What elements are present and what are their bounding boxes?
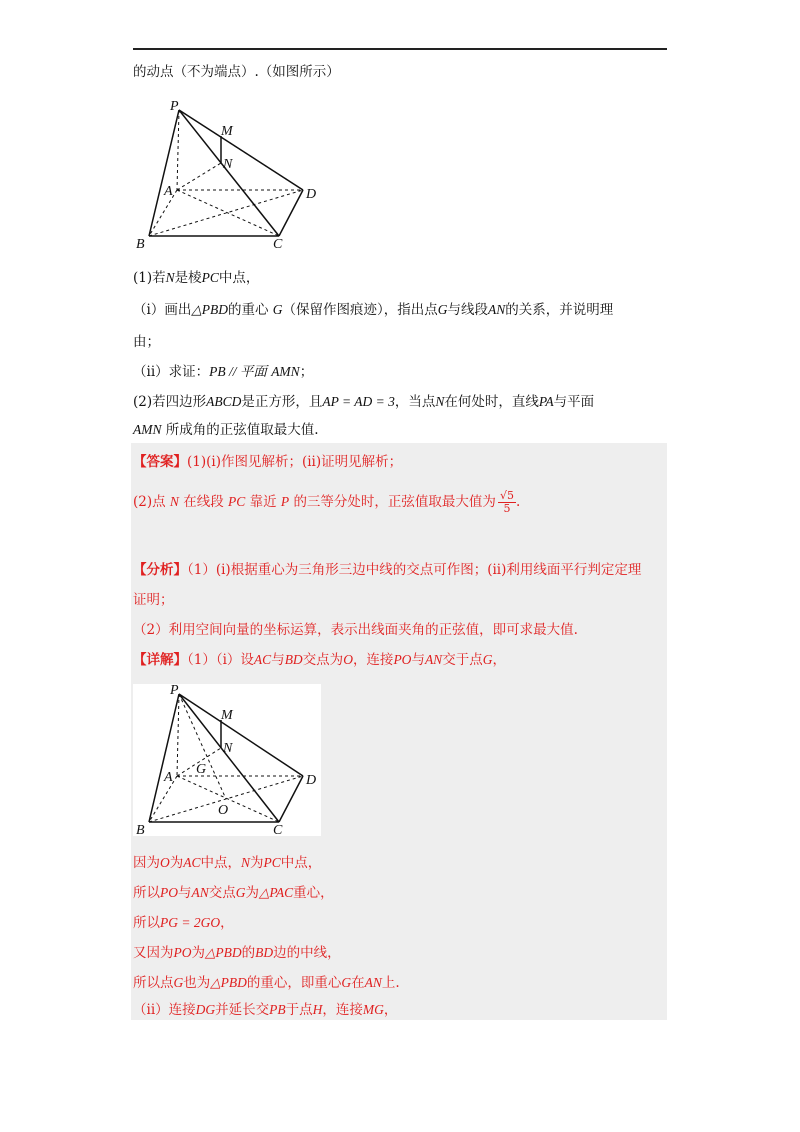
s1-f: N — [241, 855, 251, 870]
q1ii-b: PB // 平面 — [209, 364, 267, 379]
answer2-d: PC — [228, 494, 246, 509]
header-rule — [133, 48, 667, 50]
answer2-den: 5 — [503, 502, 511, 515]
q1ii-c: AMN — [271, 364, 300, 379]
detail-h: PO — [393, 652, 412, 667]
detail-i: 与 — [411, 652, 425, 668]
label-P: P — [170, 684, 179, 698]
q2-b: ABCD — [206, 394, 242, 409]
detail-d: BD — [284, 652, 303, 667]
label-N: N — [223, 157, 233, 172]
q2-d: AP = AD = 3 — [322, 394, 395, 409]
s1-g: 为 — [250, 855, 264, 871]
q1i-c: （保留作图痕迹），指出点 — [282, 302, 438, 318]
q2-end-b: 所成角的正弦值取最大值. — [165, 422, 319, 438]
q1ii-line — [133, 362, 313, 382]
q2-i: 与平面 — [553, 394, 595, 410]
s4-c: 为 — [191, 945, 205, 961]
s5-d: △PBD — [210, 975, 247, 990]
label-C: C — [273, 237, 283, 250]
s5-e: 的重心，即重心 — [246, 975, 342, 991]
analysis2-line: 证明； — [133, 592, 174, 608]
label-B: B — [136, 823, 145, 836]
s2-line — [133, 883, 334, 903]
answer-tag: 【答案】 — [133, 454, 187, 470]
s2-g: 为 — [245, 885, 260, 901]
detail-k: 交于点 — [442, 652, 483, 668]
s2-f: G — [235, 885, 246, 900]
detail-g: ，连接 — [352, 652, 394, 668]
label-A: A — [164, 184, 173, 199]
answer-fraction — [498, 490, 516, 515]
analysis-text: （1）(i)根据重心为三角形三边中线的交点可作图；(ii)利用线面平行判定定理 — [187, 562, 642, 578]
s1-b: O — [160, 855, 170, 870]
q1i-a: （i）画出 — [133, 302, 192, 318]
q2-g: 在何处时，直线 — [444, 394, 539, 410]
q1i-b: 的重心 — [227, 302, 269, 318]
q2-f: N — [435, 394, 445, 409]
s5-c: 也为 — [183, 975, 211, 991]
answer2-e: 靠近 — [249, 494, 277, 510]
q1ii-a: （ii）求证： — [133, 364, 210, 380]
s1-i: 中点， — [280, 855, 322, 871]
answer2-f: P — [280, 494, 290, 509]
s6-e: 于点 — [285, 1002, 313, 1018]
s4-d: △PBD — [205, 945, 242, 960]
q1ii-d: ； — [299, 364, 314, 380]
s3-line — [133, 913, 234, 933]
answer2-b: N — [169, 494, 179, 509]
s1-e: 中点， — [200, 855, 242, 871]
answer2-g: 的三等分处时，正弦值取最大值为 — [293, 494, 496, 510]
q1i-G: G — [272, 302, 283, 317]
answer2-a: (2)点 — [133, 494, 166, 510]
q1i-G2: G — [437, 302, 448, 317]
s4-f: BD — [255, 945, 274, 960]
detail-f: O — [343, 652, 353, 667]
s6-c: 并延长交 — [215, 1002, 270, 1018]
s3-b: PG = 2GO — [160, 915, 221, 930]
s5-h: AN — [364, 975, 382, 990]
label-B: B — [136, 237, 145, 250]
label-P: P — [170, 99, 179, 114]
detail-line — [133, 650, 506, 670]
q1-suffix: 中点， — [218, 270, 260, 286]
label-O: O — [218, 803, 229, 818]
s1-a: 因为 — [133, 855, 160, 871]
intro-text: 的动点（不为端点）.（如图所示） — [133, 64, 340, 80]
q1i-e: 的关系，并说明理 — [505, 302, 614, 318]
label-M: M — [221, 708, 233, 723]
q1i-line — [133, 300, 613, 320]
q1i-end: 由； — [133, 334, 160, 350]
s5-b: G — [173, 975, 184, 990]
detail-a: （1）（i）设 — [187, 652, 254, 668]
answer2-num: √5 — [499, 489, 514, 502]
q1i-tri: △PBD — [191, 302, 228, 317]
s2-e: 交点 — [208, 885, 236, 901]
answer-text: (1)(i)作图见解析；(ii)证明见解析； — [187, 454, 403, 470]
q1-mid: 是棱 — [174, 270, 202, 286]
label-C: C — [273, 823, 283, 836]
detail-c: 与 — [271, 652, 285, 668]
analysis3-line: （2）利用空间向量的坐标运算，表示出线面夹角的正弦值，即可求最大值. — [133, 622, 578, 638]
analysis-tag: 【分析】 — [133, 562, 187, 578]
s6-a: （ii）连接 — [133, 1002, 196, 1018]
q2-h: PA — [538, 394, 554, 409]
s6-b: DG — [195, 1002, 216, 1017]
s5-g: 在 — [351, 975, 365, 991]
s5-f: G — [341, 975, 352, 990]
figure-2 — [133, 684, 321, 836]
label-A: A — [164, 770, 173, 785]
s6-g: ，连接 — [322, 1002, 363, 1018]
detail-j: AN — [424, 652, 443, 667]
q1-line — [133, 268, 259, 288]
detail-l: G — [482, 652, 493, 667]
s5-a: 所以点 — [133, 975, 174, 991]
detail-b: AC — [253, 652, 272, 667]
s6-d: PB — [269, 1002, 286, 1017]
s4-a: 又因为 — [133, 945, 174, 961]
answer2-h: . — [515, 494, 521, 510]
q1i-AN: AN — [488, 302, 506, 317]
answer2-line — [133, 490, 520, 515]
q2-end — [133, 420, 319, 440]
detail-m: ， — [492, 652, 506, 668]
s4-g: 边的中线， — [273, 945, 341, 961]
s2-a: 所以 — [133, 885, 160, 901]
label-D: D — [306, 773, 317, 788]
s1-h: PC — [263, 855, 281, 870]
s6-i: ， — [383, 1002, 398, 1018]
q2-a: (2)若四边形 — [133, 394, 207, 410]
s6-f: H — [312, 1002, 323, 1017]
s6-line — [133, 1000, 397, 1020]
s2-h: △PAC — [259, 885, 294, 900]
s2-c: 与 — [178, 885, 192, 901]
detail-tag: 【详解】 — [133, 652, 187, 668]
s3-c: ， — [220, 915, 234, 931]
q2-c: 是正方形，且 — [241, 394, 323, 410]
answer2-c: 在线段 — [183, 494, 224, 510]
answer-line — [133, 452, 402, 472]
s4-e: 的 — [241, 945, 256, 961]
q1-N: N — [165, 270, 175, 285]
label-N: N — [223, 741, 233, 756]
s1-c: 为 — [169, 855, 184, 871]
s5-line — [133, 973, 400, 993]
s4-b: PO — [173, 945, 192, 960]
s2-b: PO — [160, 885, 178, 900]
q1-prefix: (1)若 — [133, 270, 166, 286]
s6-h: MG — [362, 1002, 384, 1017]
detail-e: 交点为 — [302, 652, 344, 668]
s2-d: AN — [191, 885, 209, 900]
analysis-line — [133, 560, 641, 580]
s5-i: 上. — [381, 975, 400, 991]
label-G: G — [196, 762, 207, 777]
label-D: D — [306, 187, 317, 202]
q2-end-a: AMN — [133, 422, 162, 437]
s1-d: AC — [183, 855, 201, 870]
figure-1 — [133, 98, 333, 250]
label-M: M — [221, 124, 233, 139]
q2-line — [133, 392, 594, 412]
q1i-d: 与线段 — [447, 302, 488, 318]
q1-PC: PC — [201, 270, 219, 285]
s2-i: 重心， — [293, 885, 334, 901]
q2-e: ，当点 — [394, 394, 436, 410]
s3-a: 所以 — [133, 915, 160, 931]
s4-line — [133, 943, 341, 963]
s1-line — [133, 853, 321, 873]
